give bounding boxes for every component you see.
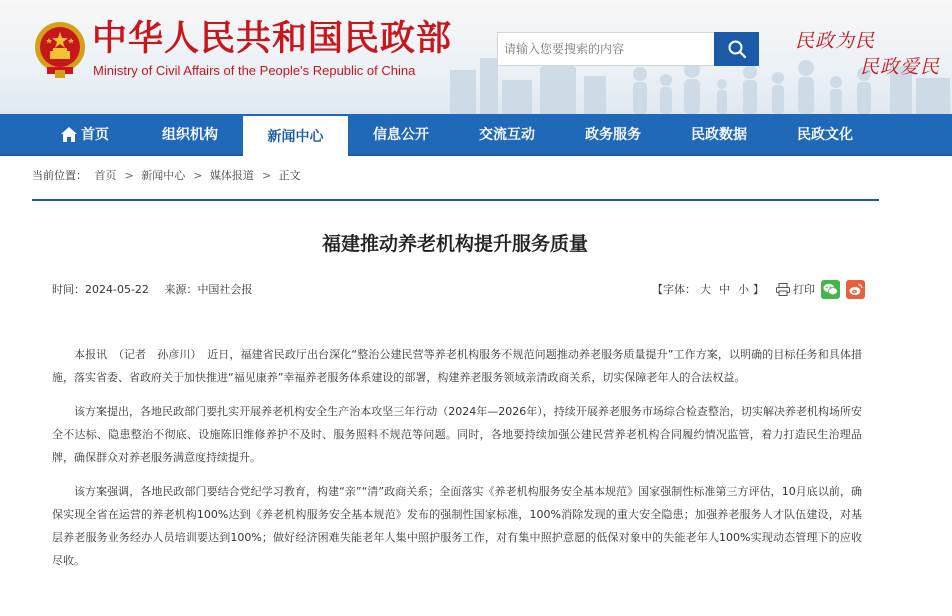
nav-item-organization[interactable]: 组织机构 bbox=[162, 127, 218, 143]
nav-item-disclosure[interactable]: 信息公开 bbox=[373, 127, 429, 143]
slogan-1: 民政为民 bbox=[795, 30, 876, 52]
slogan-2: 民政爱民 bbox=[860, 56, 941, 78]
breadcrumb-separator: > bbox=[193, 169, 203, 182]
search-input[interactable] bbox=[497, 32, 715, 66]
article-body bbox=[52, 343, 862, 583]
breadcrumb-prefix: 当前位置： bbox=[32, 169, 87, 182]
share-weibo-button[interactable] bbox=[846, 280, 865, 299]
nav-label: 首页 bbox=[81, 127, 109, 143]
nav-item-interaction[interactable]: 交流互动 bbox=[479, 127, 535, 143]
time-label: 时间： bbox=[52, 283, 85, 296]
site-title: 中华人民共和国民政部 bbox=[92, 19, 453, 59]
publish-date: 2024-05-22 bbox=[85, 283, 149, 296]
breadcrumb-current: 正文 bbox=[278, 169, 301, 182]
breadcrumb bbox=[32, 167, 305, 183]
source-label: 来源： bbox=[164, 283, 198, 296]
font-size-label: 【字体： bbox=[652, 283, 696, 296]
article-meta bbox=[52, 281, 252, 297]
breadcrumb-media[interactable]: 媒体报道 bbox=[209, 169, 254, 182]
content-divider bbox=[32, 199, 879, 201]
article-paragraph: 本报讯 （记者 孙彦川） 近日，福建省民政厅出台深化“整治公建民营等养老机构服务不规范问题推动养老服务质量提升”工作方案，以明确的目标任务和具体措施，落实省委、省政府关于加快推进“福见康养”幸福养老服务体系建设的部署，构建养老服务领域亲清政商关系，切实保障老年人的合法权益。 bbox=[52, 348, 862, 384]
nav-item-news[interactable]: 新闻中心 bbox=[243, 116, 348, 158]
font-size-small[interactable]: 小 bbox=[738, 283, 749, 296]
article-title: 福建推动养老机构提升服务质量 bbox=[321, 233, 588, 255]
site-subtitle: Ministry of Civil Affairs of the People's Republic of China bbox=[93, 63, 416, 78]
breadcrumb-home[interactable]: 首页 bbox=[94, 169, 117, 182]
breadcrumb-news[interactable]: 新闻中心 bbox=[141, 169, 186, 182]
print-button[interactable] bbox=[776, 281, 815, 297]
home-icon bbox=[61, 127, 77, 142]
font-size-end: 】 bbox=[753, 283, 764, 296]
nav-item-culture[interactable]: 民政文化 bbox=[797, 127, 853, 143]
main-nav bbox=[0, 114, 952, 156]
share-wechat-button[interactable] bbox=[821, 280, 840, 299]
breadcrumb-separator: > bbox=[124, 169, 134, 182]
search-button[interactable] bbox=[714, 32, 759, 66]
article-source: 中国社会报 bbox=[197, 283, 253, 296]
nav-item-data[interactable]: 民政数据 bbox=[691, 127, 747, 143]
weibo-icon bbox=[849, 283, 863, 296]
font-size-medium[interactable]: 中 bbox=[719, 283, 730, 296]
article-tools bbox=[652, 279, 865, 299]
font-size-large[interactable]: 大 bbox=[700, 283, 711, 296]
wechat-icon bbox=[823, 283, 838, 296]
nav-item-home[interactable] bbox=[40, 114, 130, 156]
article-paragraph: 该方案提出，各地民政部门要扎实开展养老机构安全生产治本攻坚三年行动（2024年—2026年），持续开展养老服务市场综合检查整治，切实解决养老机构场所安全不达标、隐患整治不彻底、设施陈旧维修养护不及时、服务照料不规范等问题。同时，各地要持续加强公建民营养老机构合同履约情况监管，着力打造民生治理品牌，确保群众对养老服务满意度持续提升。 bbox=[52, 405, 862, 464]
printer-icon bbox=[776, 283, 790, 296]
article-paragraph: 该方案强调，各地民政部门要结合党纪学习教育，构建“亲”“清”政商关系；全面落实《养老机构服务安全基本规范》国家强制性标准第三方评估，10月底以前，确保实现全省在运营的养老机构100%达到《养老机构服务安全基本规范》发布的强制性国家标准，100%消除发现的重大安全隐患；加强养老服务人才队伍建设，对基层养老服务业务经办人员培训要达到100%；做好经济困难失能老年人集中照护服务工作，对有集中照护意愿的低保对象中的失能老年人100%实现动态管理下的应收尽收。 bbox=[52, 485, 862, 567]
nav-item-services[interactable]: 政务服务 bbox=[585, 127, 641, 143]
national-emblem-icon bbox=[33, 20, 87, 78]
print-label: 打印 bbox=[793, 283, 815, 296]
search-icon bbox=[727, 39, 747, 59]
header-banner bbox=[0, 0, 952, 114]
breadcrumb-separator: > bbox=[261, 169, 272, 182]
